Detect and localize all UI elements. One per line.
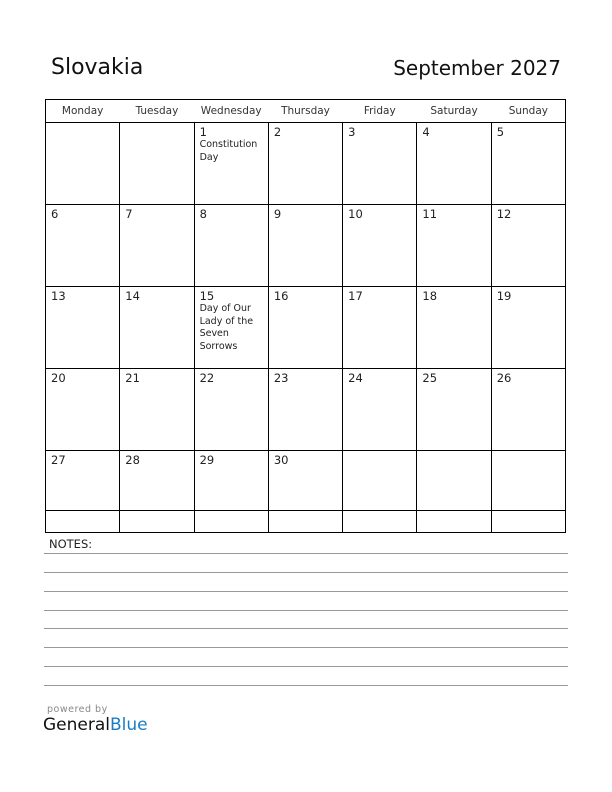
calendar-grid: [45, 99, 566, 533]
notes-line: [44, 666, 568, 667]
week-row: [46, 287, 566, 369]
day-cell: [417, 123, 491, 205]
day-number: 11: [422, 207, 438, 221]
day-number: 10: [348, 207, 363, 221]
day-number: 9: [273, 207, 282, 221]
day-number: 27: [51, 453, 66, 467]
day-number: 29: [199, 453, 215, 467]
day-number: 23: [273, 371, 289, 385]
notes-line: [44, 610, 568, 611]
week-row: [46, 123, 566, 205]
weekday-header-saturday: Saturday: [417, 99, 491, 123]
day-number: 24: [348, 371, 363, 385]
day-cell: [343, 287, 417, 369]
day-cell: [268, 369, 342, 451]
day-cell: [46, 451, 120, 533]
day-number: 12: [496, 207, 512, 221]
day-number: 6: [51, 207, 59, 221]
day-cell: [491, 451, 565, 533]
day-cell: [268, 205, 342, 287]
day-number: 21: [125, 371, 140, 385]
day-cell: [417, 205, 491, 287]
day-number: 25: [422, 371, 438, 385]
day-number: 1: [199, 125, 207, 139]
day-cell: [46, 205, 120, 287]
day-number: 3: [348, 125, 356, 139]
day-number: 18: [422, 289, 438, 303]
day-cell: [417, 287, 491, 369]
day-cell: [268, 123, 342, 205]
day-cell: [343, 451, 417, 533]
generalblue-logo: [43, 715, 148, 735]
day-number: 16: [273, 289, 289, 303]
weekday-header-sunday: Sunday: [491, 99, 565, 123]
day-number: 4: [422, 125, 430, 139]
day-cell: [491, 123, 565, 205]
weekday-header-friday: Friday: [343, 99, 417, 123]
notes-line: [44, 685, 568, 686]
day-number: 13: [51, 289, 66, 303]
day-cell: [46, 369, 120, 451]
day-number: 14: [125, 289, 140, 303]
day-cell: [120, 205, 194, 287]
weekday-header-thursday: Thursday: [268, 99, 342, 123]
day-cell: [491, 205, 565, 287]
week-row: [46, 205, 566, 287]
day-cell: [194, 123, 268, 205]
notes-line: [44, 647, 568, 648]
logo-general: General: [43, 715, 110, 735]
week-row: [46, 451, 566, 533]
notes-line: [44, 591, 568, 592]
day-cell: [120, 287, 194, 369]
day-cell: [46, 287, 120, 369]
day-cell: [120, 451, 194, 533]
day-number: 17: [348, 289, 363, 303]
day-number: 20: [51, 371, 66, 385]
day-cell: [491, 369, 565, 451]
day-cell: [194, 451, 268, 533]
day-cell: [120, 369, 194, 451]
notes-line: [44, 628, 568, 629]
day-cell: [417, 451, 491, 533]
day-cell: [120, 123, 194, 205]
holiday-label: Constitution Day: [199, 139, 258, 163]
notes-line: [44, 553, 568, 554]
day-cell: [343, 369, 417, 451]
notes-label: NOTES:: [49, 537, 93, 551]
notes-line: [44, 572, 568, 573]
day-cell: [194, 287, 268, 369]
day-number: 8: [199, 207, 207, 221]
day-number: 30: [273, 453, 289, 467]
day-cell: [194, 205, 268, 287]
day-number: 7: [125, 207, 133, 221]
weekday-header-monday: Monday: [46, 99, 120, 123]
weekday-header-tuesday: Tuesday: [120, 99, 194, 123]
day-cell: [268, 287, 342, 369]
day-number: 15: [199, 289, 215, 303]
day-cell: [268, 451, 342, 533]
day-cell: [46, 123, 120, 205]
day-cell: [491, 287, 565, 369]
country-title: Slovakia: [51, 55, 144, 80]
weekday-header-wednesday: Wednesday: [194, 99, 268, 123]
day-cell: [194, 369, 268, 451]
powered-by-text: powered by: [47, 704, 108, 715]
day-cell: [343, 205, 417, 287]
month-title: September 2027: [393, 56, 561, 80]
weekday-header-row: [46, 99, 566, 123]
day-number: 26: [496, 371, 512, 385]
day-cell: [417, 369, 491, 451]
day-number: 2: [273, 125, 282, 139]
logo-blue: Blue: [110, 715, 148, 735]
day-cell: [343, 123, 417, 205]
day-number: 22: [199, 371, 215, 385]
week-row: [46, 369, 566, 451]
day-number: 19: [496, 289, 512, 303]
day-number: 5: [496, 125, 505, 139]
holiday-label: Day of Our Lady of the Seven Sorrows: [199, 303, 254, 352]
day-number: 28: [125, 453, 140, 467]
